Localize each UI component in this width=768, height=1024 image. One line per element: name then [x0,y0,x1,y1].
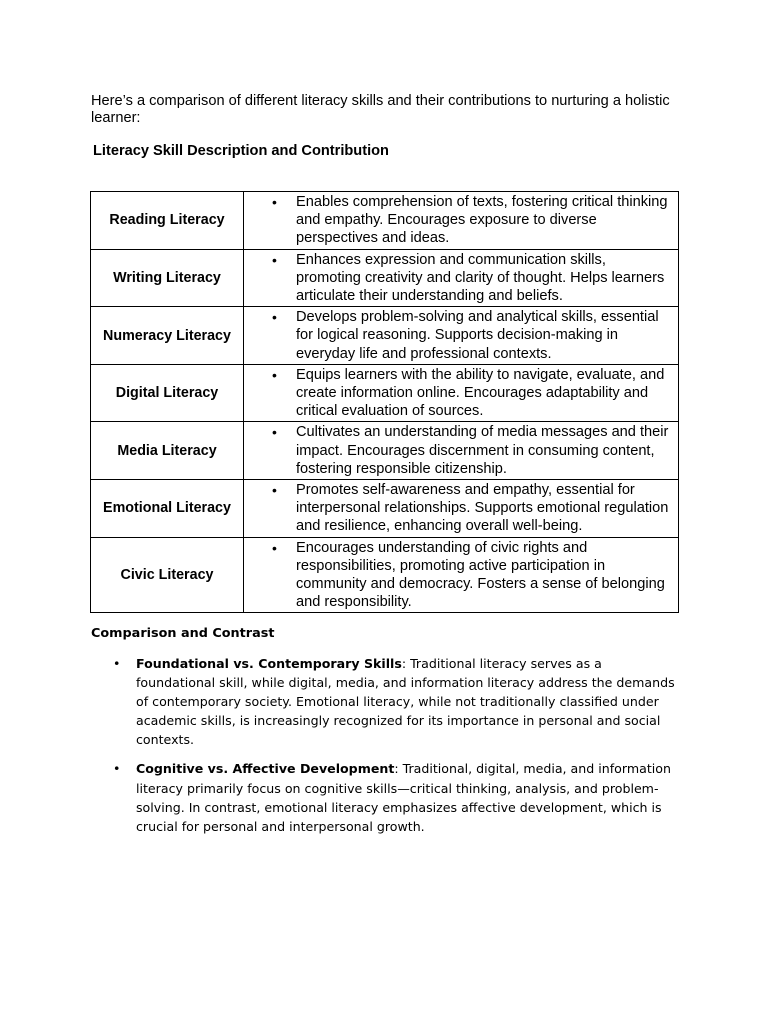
skill-cell: Numeracy Literacy [91,307,244,365]
table-row [91,249,679,307]
bullet-icon: • [272,539,277,556]
skill-cell: Media Literacy [91,422,244,480]
description-cell [244,249,679,307]
bullet-icon: • [113,761,121,777]
list-item-lead: Cognitive vs. Affective Development [136,761,395,777]
list-item [91,759,681,835]
table-row [91,307,679,365]
bullet-icon: • [272,194,277,210]
description-text: Develops problem-solving and analytical skills, essential for logical reasoning. Supports decision-making in everyday life and professional contexts. [296,309,659,362]
description-cell [244,307,679,365]
description-cell [244,422,679,480]
description-text: Encourages understanding of civic rights and responsibilities, promoting active participation in community and democracy. Fosters a sense of belonging and responsibility. [296,539,665,611]
bullet-icon: • [272,366,277,383]
table-row [91,422,679,480]
skill-cell: Civic Literacy [91,537,244,613]
skill-cell: Emotional Literacy [91,480,244,538]
description-cell [244,364,679,422]
list-item [91,654,681,749]
list-item-lead: Foundational vs. Contemporary Skills [136,656,402,671]
comparison-list [91,654,681,846]
skill-cell: Digital Literacy [91,364,244,422]
table-row [91,480,679,538]
description-text: Enhances expression and communication skills, promoting creativity and clarity of thought. Helps learners articulate their understanding and beliefs. [296,251,665,305]
table-title: Literacy Skill Description and Contribution [93,143,389,159]
description-cell [244,537,679,613]
list-item-text: : Traditional literacy serves as a foundational skill, while digital, media, and information literacy address the demands of contemporary society. Emotional literacy, while not traditionally classified under academic skills, is increasingly recognized for its importance in personal and social contexts. [136,656,675,748]
description-text: Promotes self-awareness and empathy, essential for interpersonal relationships. Supports emotional regulation and resilience, enhancing overall well-being. [296,482,669,535]
list-item-text: : Traditional, digital, media, and information literacy primarily focus on cognitive skills—critical thinking, analysis, and problem-solving. In contrast, emotional literacy emphasizes affective development, which is crucial for personal and interpersonal growth. [136,761,671,834]
bullet-icon: • [272,309,277,326]
intro-paragraph: Here’s a comparison of different literacy skills and their contributions to nurturing a holistic learner: [91,93,670,126]
description-text: Enables comprehension of texts, fostering critical thinking and empathy. Encourages exposure to diverse perspectives and ideas. [296,194,668,247]
bullet-icon: • [272,482,277,499]
table-row [91,364,679,422]
bullet-icon: • [113,656,121,671]
description-cell [244,480,679,538]
description-cell [244,192,679,250]
table-row [91,537,679,613]
table-row [91,192,679,250]
comparison-title: Comparison and Contrast [91,626,275,641]
description-text: Equips learners with the ability to navigate, evaluate, and create information online. Encourages adaptability and critical evaluation of sources. [296,366,665,420]
literacy-table [90,191,679,613]
skill-cell: Reading Literacy [91,192,244,250]
description-text: Cultivates an understanding of media messages and their impact. Encourages discernment in consuming content, fostering responsible citizenship. [296,424,669,477]
bullet-icon: • [272,251,277,268]
skill-cell: Writing Literacy [91,249,244,307]
bullet-icon: • [272,424,277,441]
